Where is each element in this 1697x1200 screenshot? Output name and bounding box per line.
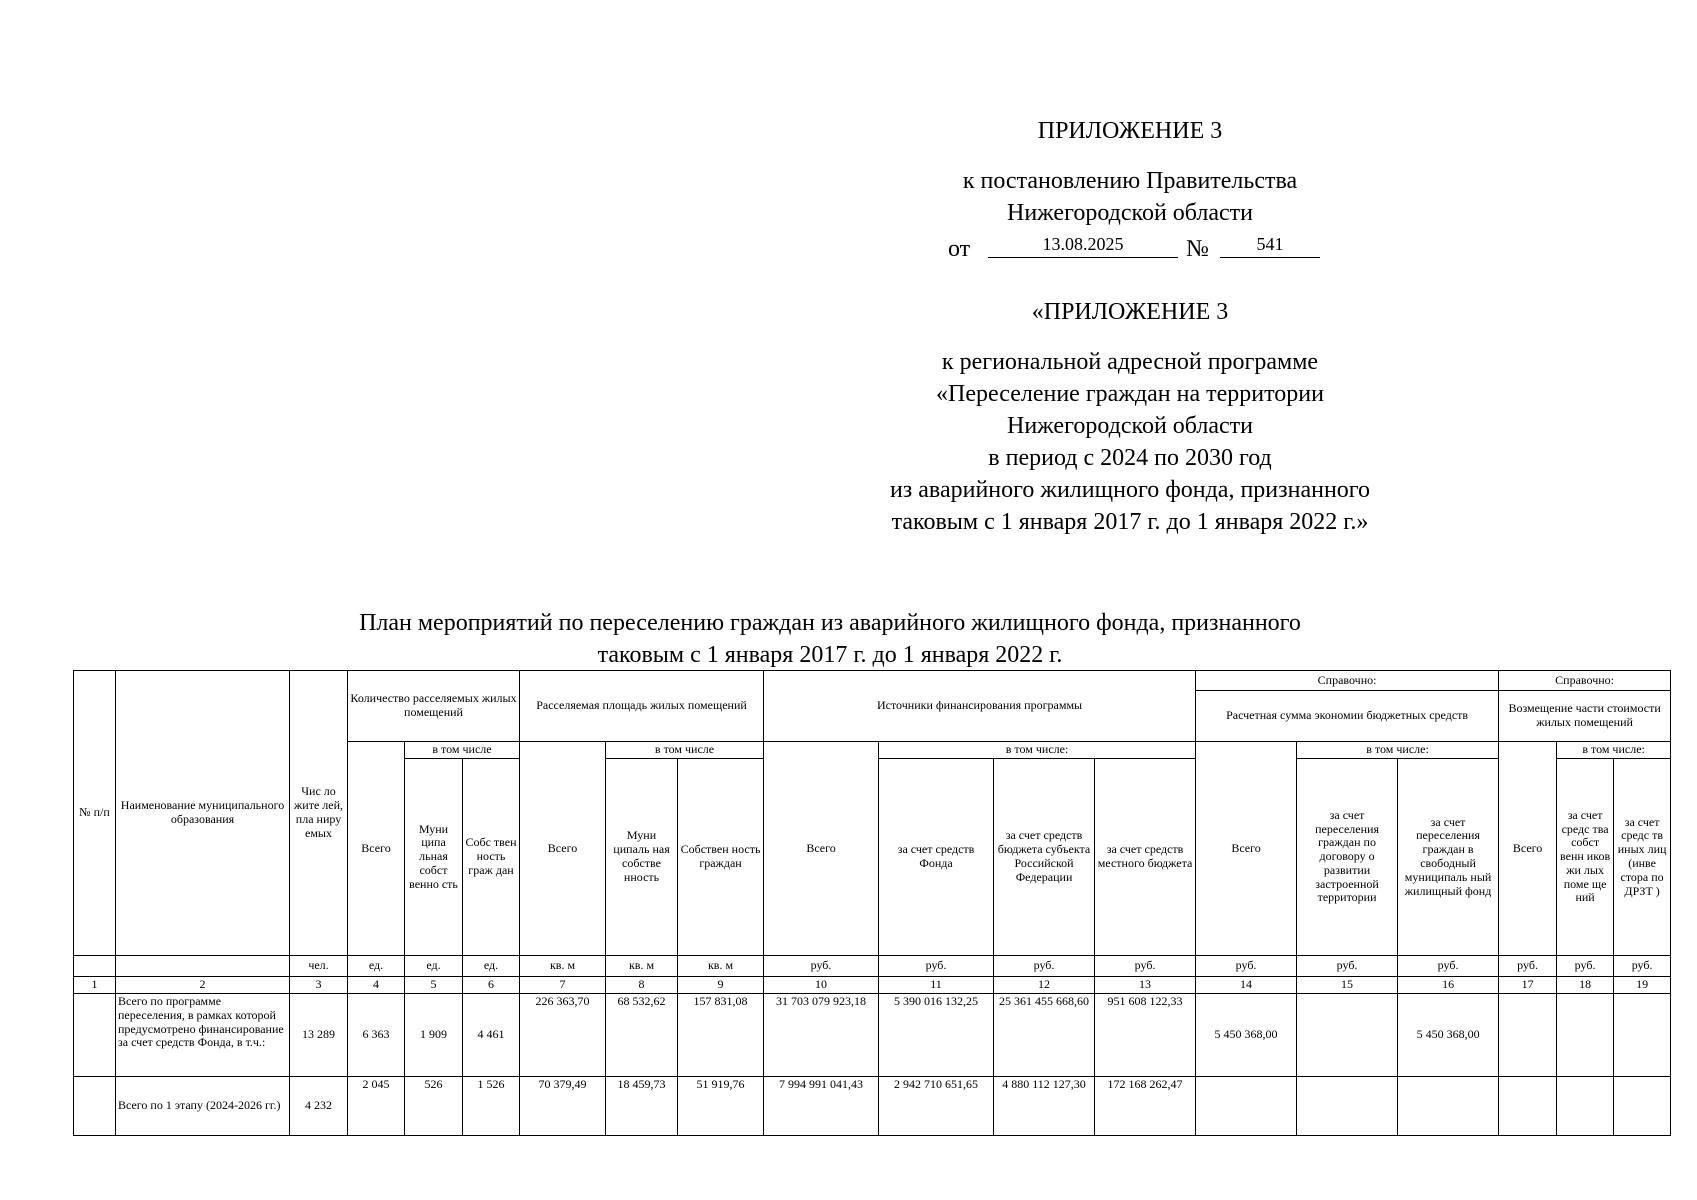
row-municipality: Всего по программе переселения, в рамках которой предусмотрено финансирование за счет средств Фонда, в т.ч.: <box>116 994 290 1077</box>
table-cell <box>1557 994 1614 1077</box>
header-rooms-own: Собс твен ность граж дан <box>463 759 520 956</box>
header-fund-local: за счет средств местного бюджета <box>1095 759 1196 956</box>
column-number-cell: 9 <box>678 977 764 994</box>
unit-cell: кв. м <box>606 956 678 977</box>
unit-cell: руб. <box>1297 956 1398 977</box>
table-cell <box>1297 1077 1398 1136</box>
unit-cell: кв. м <box>678 956 764 977</box>
column-number-cell: 6 <box>463 977 520 994</box>
header-incl-area: в том числе <box>606 742 764 759</box>
column-number-cell: 19 <box>1614 977 1671 994</box>
unit-cell: ед. <box>405 956 463 977</box>
program-line: Нижегородской области <box>1006 413 1254 439</box>
header-comp-total: Всего <box>1499 742 1557 956</box>
header-fund-total: Всего <box>764 742 879 956</box>
header-compensation-group: Возмещение части стоимости жилых помещений <box>1499 691 1671 742</box>
table-cell: 2 942 710 651,65 <box>879 1077 994 1136</box>
header-fund-fund: за счет средств Фонда <box>879 759 994 956</box>
table-cell <box>1614 1077 1671 1136</box>
header-residents: Чис ло жите лей, пла ниру емых <box>290 671 348 956</box>
header-reference-1: Справочно: <box>1196 671 1499 691</box>
unit-cell: кв. м <box>520 956 606 977</box>
unit-cell <box>74 956 116 977</box>
table-cell: 70 379,49 <box>520 1077 606 1136</box>
unit-cell: руб. <box>764 956 879 977</box>
program-line: таковым с 1 января 2017 г. до 1 января 2022 г.» <box>891 509 1369 535</box>
program-line: к региональной адресной программе <box>941 349 1319 375</box>
unit-cell: ед. <box>463 956 520 977</box>
date-prefix: от <box>948 236 971 262</box>
column-number-cell: 7 <box>520 977 606 994</box>
row-municipality: Всего по 1 этапу (2024-2026 гг.) <box>116 1077 290 1136</box>
unit-cell: руб. <box>879 956 994 977</box>
column-number-cell: 15 <box>1297 977 1398 994</box>
column-number-cell: 14 <box>1196 977 1297 994</box>
table-cell: 2 045 <box>348 1077 405 1136</box>
decree-date-line <box>830 229 1430 263</box>
unit-cell: руб. <box>994 956 1095 977</box>
header-econ-free: за счет переселения граждан в свободный муниципаль ный жилищный фонд <box>1398 759 1499 956</box>
table-cell <box>1614 994 1671 1077</box>
header-rooms-muni: Муни ципа льная собст венно сть <box>405 759 463 956</box>
table-cell: 4 232 <box>290 1077 348 1136</box>
unit-cell: руб. <box>1557 956 1614 977</box>
column-number-cell: 4 <box>348 977 405 994</box>
table-cell: 68 532,62 <box>606 994 678 1077</box>
unit-cell: чел. <box>290 956 348 977</box>
column-number-cell: 18 <box>1557 977 1614 994</box>
column-number-cell: 11 <box>879 977 994 994</box>
header-rooms-total: Всего <box>348 742 405 956</box>
header-econ-contract: за счет переселения граждан по договору о развитии застроенной территории <box>1297 759 1398 956</box>
table-cell: 31 703 079 923,18 <box>764 994 879 1077</box>
table-cell: 13 289 <box>290 994 348 1077</box>
header-reference-2: Справочно: <box>1499 671 1671 691</box>
appendix-title-text: ПРИЛОЖЕНИЕ 3 <box>1037 118 1223 144</box>
header-comp-owners: за счет средс тва собст венн иков жи лых поме ще ний <box>1557 759 1614 956</box>
table-cell: 51 919,76 <box>678 1077 764 1136</box>
table-cell: 5 450 368,00 <box>1398 994 1499 1077</box>
header-area-group: Расселяемая площадь жилых помещений <box>520 671 764 742</box>
table-cell <box>1557 1077 1614 1136</box>
units-row <box>74 956 1671 977</box>
header-incl-economy: в том числе: <box>1297 742 1499 759</box>
header-municipality: Наименование муниципального образования <box>116 671 290 956</box>
table-cell <box>1398 1077 1499 1136</box>
column-number-row <box>74 977 1671 994</box>
table-cell: 526 <box>405 1077 463 1136</box>
decree-date: 13.08.2025 <box>988 231 1178 258</box>
appendix-title <box>830 115 1430 147</box>
program-line: из аварийного жилищного фонда, признанного <box>889 477 1371 503</box>
column-number-cell: 8 <box>606 977 678 994</box>
unit-cell <box>116 956 290 977</box>
table-cell: 4 461 <box>463 994 520 1077</box>
column-number-cell: 2 <box>116 977 290 994</box>
header-area-own: Собствен ность граждан <box>678 759 764 956</box>
table-cell: 4 880 112 127,30 <box>994 1077 1095 1136</box>
table-cell: 1 909 <box>405 994 463 1077</box>
header-area-muni: Муни ципаль ная собстве нность <box>606 759 678 956</box>
table-cell: 25 361 455 668,60 <box>994 994 1095 1077</box>
header-incl-rooms: в том числе <box>405 742 520 759</box>
table-cell: 172 168 262,47 <box>1095 1077 1196 1136</box>
header-funding-group: Источники финансирования программы <box>764 671 1196 742</box>
resettlement-plan-table <box>73 670 1671 1136</box>
number-sign: № <box>1186 236 1209 262</box>
row-num <box>74 1077 116 1136</box>
appendix-title-2 <box>830 296 1430 328</box>
unit-cell: руб. <box>1095 956 1196 977</box>
column-number-cell: 3 <box>290 977 348 994</box>
header-comp-other: за счет средс тв иных лиц (инве стора по ДРЗТ ) <box>1614 759 1671 956</box>
header-fund-subject: за счет средств бюджета субъекта Российской Федерации <box>994 759 1095 956</box>
header-area-total: Всего <box>520 742 606 956</box>
table-cell: 6 363 <box>348 994 405 1077</box>
header-rooms-group: Количество расселяемых жилых помещений <box>348 671 520 742</box>
plan-title-line: План мероприятий по переселению граждан из аварийного жилищного фонда, признанного <box>359 610 1301 636</box>
table-cell: 7 994 991 041,43 <box>764 1077 879 1136</box>
unit-cell: руб. <box>1499 956 1557 977</box>
column-number-cell: 5 <box>405 977 463 994</box>
header-num: № п/п <box>74 671 116 956</box>
table-cell: 1 526 <box>463 1077 520 1136</box>
header-incl-comp: в том числе: <box>1557 742 1671 759</box>
table-cell <box>1297 994 1398 1077</box>
table-cell <box>1499 1077 1557 1136</box>
column-number-cell: 13 <box>1095 977 1196 994</box>
table-row <box>74 1077 1671 1136</box>
unit-cell: руб. <box>1196 956 1297 977</box>
decree-block <box>830 165 1430 263</box>
header-economy-group: Расчетная сумма экономии бюджетных средств <box>1196 691 1499 742</box>
header-econ-total: Всего <box>1196 742 1297 956</box>
column-number-cell: 17 <box>1499 977 1557 994</box>
row-num <box>74 994 116 1077</box>
table-cell <box>1196 1077 1297 1136</box>
program-block <box>830 346 1430 538</box>
decree-line: к постановлению Правительства <box>962 168 1298 194</box>
program-line: в период с 2024 по 2030 год <box>988 445 1272 471</box>
table-cell <box>1499 994 1557 1077</box>
column-number-cell: 10 <box>764 977 879 994</box>
header-incl-funding: в том числе: <box>879 742 1196 759</box>
table-cell: 157 831,08 <box>678 994 764 1077</box>
table-cell: 5 450 368,00 <box>1196 994 1297 1077</box>
plan-title-line: таковым с 1 января 2017 г. до 1 января 2022 г. <box>597 642 1063 668</box>
table-cell: 5 390 016 132,25 <box>879 994 994 1077</box>
table-cell: 951 608 122,33 <box>1095 994 1196 1077</box>
program-line: «Переселение граждан на территории <box>936 381 1324 407</box>
column-number-cell: 1 <box>74 977 116 994</box>
decree-line: Нижегородской области <box>1006 200 1254 226</box>
unit-cell: руб. <box>1614 956 1671 977</box>
decree-number: 541 <box>1220 231 1320 258</box>
table-row <box>74 994 1671 1077</box>
unit-cell: руб. <box>1398 956 1499 977</box>
plan-title <box>230 607 1430 671</box>
column-number-cell: 12 <box>994 977 1095 994</box>
unit-cell: ед. <box>348 956 405 977</box>
table-cell: 18 459,73 <box>606 1077 678 1136</box>
appendix-title-2-text: «ПРИЛОЖЕНИЕ 3 <box>1031 299 1229 325</box>
column-number-cell: 16 <box>1398 977 1499 994</box>
table-cell: 226 363,70 <box>520 994 606 1077</box>
